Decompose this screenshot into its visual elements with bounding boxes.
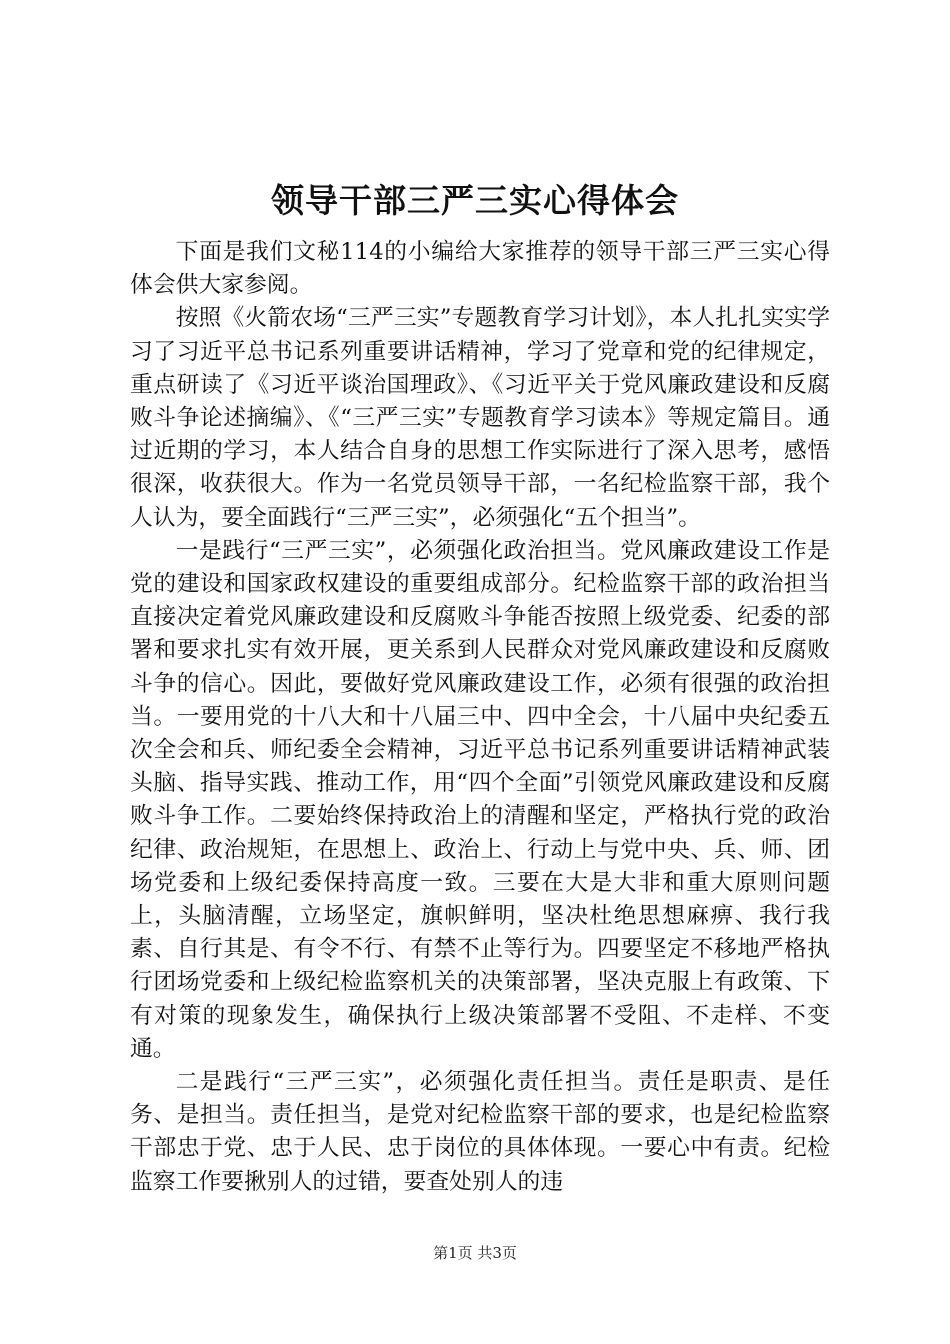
paragraph-intro: 下面是我们文秘114的小编给大家推荐的领导干部三严三实心得体会供大家参阅。 [130,239,830,299]
paragraph-responsibility-duty: 二是践行“三严三实”，必须强化责任担当。责任是职责、是任务、是担当。责任担当，是党对纪检监察干部的要求，也是纪检监察干部忠于党、忠于人民、忠于岗位的具体体现。一要心中有责。纪检监察工作要揪别人的过错，要查处别人的违 [130,1069,830,1195]
document-title: 领导干部三严三实心得体会 [271,181,679,220]
paragraph-study: 按照《火箭农场“三严三实”专题教育学习计划》，本人扎扎实实学习了习近平总书记系列重要讲话精神，学习了党章和党的纪律规定，重点研读了《习近平谈治国理政》、《习近平关于党风廉政建设和反腐败斗争论述摘编》、《“三严三实”专题教育学习读本》等规定篇目。通过近期的学习，本人结合自身的思想工作实际进行了深入思考，感悟很深，收获很大。作为一名党员领导干部，一名纪检监察干部，我个人认为，要全面践行“三严三实”，必须强化“五个担当”。 [130,305,830,531]
document-body [130,236,830,1199]
paragraph-political-duty: 一是践行“三严三实”，必须强化政治担当。党风廉政建设工作是党的建设和国家政权建设的重要组成部分。纪检监察干部的政治担当直接决定着党风廉政建设和反腐败斗争能否按照上级党委、纪委的部署和要求扎实有效开展，更关系到人民群众对党风廉政建设和反腐败斗争的信心。因此，要做好党风廉政建设工作，必须有很强的政治担当。一要用党的十八大和十八届三中、四中全会，十八届中央纪委五次全会和兵、师纪委全会精神，习近平总书记系列重要讲话精神武装头脑、指导实践、推动工作，用“四个全面”引领党风廉政建设和反腐败斗争工作。二要始终保持政治上的清醒和坚定，严格执行党的政治纪律、政治规矩，在思想上、政治上、行动上与党中央、兵、师、团场党委和上级纪委保持高度一致。三要在大是大非和重大原则问题上，头脑清醒，立场坚定，旗帜鲜明，坚决杜绝思想麻痹、我行我素、自行其是、有令不行、有禁不止等行为。四要坚定不移地严格执行团场党委和上级纪检监察机关的决策部署，坚决克服上有政策、下有对策的现象发生，确保执行上级决策部署不受阻、不走样、不变通。 [130,537,830,1062]
page-footer: 第1页 共3页 [433,1244,517,1262]
